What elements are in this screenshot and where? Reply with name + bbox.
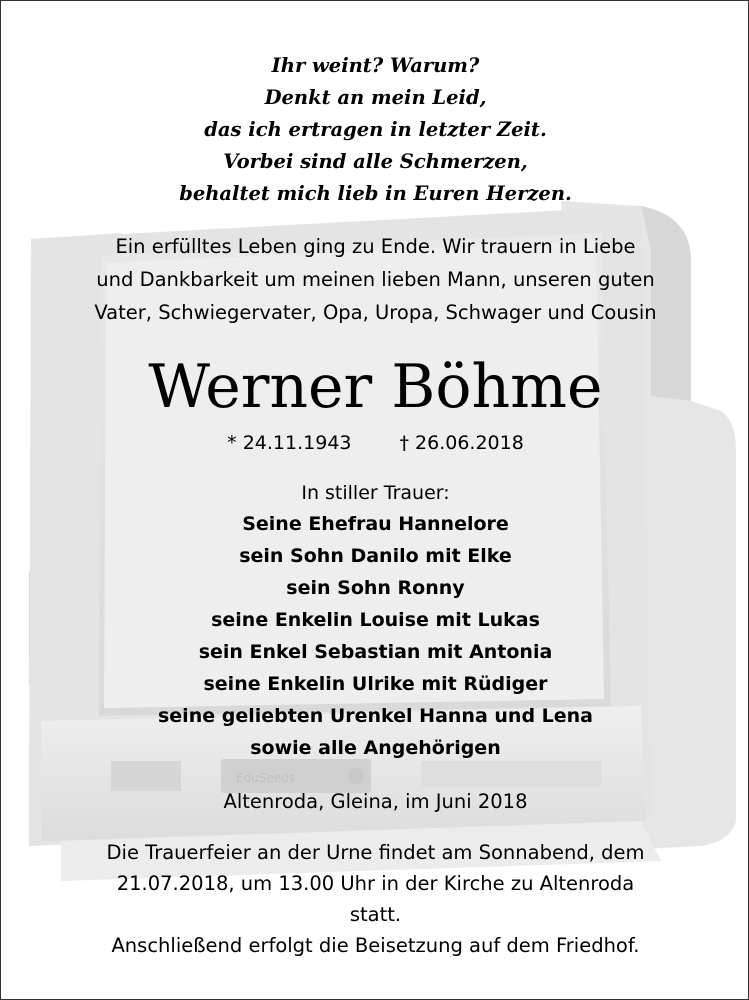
poem-line: Ihr weint? Warum?	[271, 54, 480, 77]
mourners-heading: In stiller Trauer:	[301, 482, 450, 504]
poem-line: das ich ertragen in letzter Zeit.	[204, 118, 547, 141]
deceased-name: Werner Böhme	[148, 352, 603, 422]
funeral-line: statt.	[349, 903, 402, 926]
intro-line: und Dankbarkeit um meinen lieben Mann, unseren guten	[96, 268, 655, 291]
svg-text:EduSeeds: EduSeeds	[236, 771, 296, 785]
funeral-line: Die Trauerfeier an der Urne findet am Sonnabend, dem	[106, 841, 645, 864]
poem-line: Denkt an mein Leid,	[264, 86, 487, 109]
mourner-item: Seine Ehefrau Hannelore	[242, 513, 509, 535]
mourner-item: sein Enkel Sebastian mit Antonia	[198, 641, 553, 663]
place-date: Altenroda, Gleina, im Juni 2018	[223, 790, 528, 813]
life-dates	[1, 428, 749, 458]
death-date: † 26.06.2018	[399, 432, 524, 454]
intro-line: Ein erfülltes Leben ging zu Ende. Wir trauern in Liebe	[115, 235, 636, 258]
funeral-line: Anschließend erfolgt die Beisetzung auf dem Friedhof.	[111, 934, 640, 957]
mourner-item: seine Enkelin Louise mit Lukas	[211, 609, 540, 631]
poem-line: behaltet mich lieb in Euren Herzen.	[179, 182, 572, 205]
mourner-item: sowie alle Angehörigen	[250, 737, 501, 759]
poem-line: Vorbei sind alle Schmerzen,	[223, 150, 528, 173]
mourner-item: sein Sohn Ronny	[286, 577, 465, 599]
mourner-item: seine geliebten Urenkel Hanna und Lena	[157, 705, 593, 727]
funeral-line: 21.07.2018, um 13.00 Uhr in der Kirche zu Altenroda	[116, 872, 635, 895]
intro-line: Vater, Schwiegervater, Opa, Uropa, Schwager und Cousin	[94, 301, 657, 324]
mourner-item: seine Enkelin Ulrike mit Rüdiger	[203, 673, 548, 695]
mourner-item: sein Sohn Danilo mit Elke	[239, 545, 512, 567]
birth-date: * 24.11.1943	[227, 432, 352, 454]
